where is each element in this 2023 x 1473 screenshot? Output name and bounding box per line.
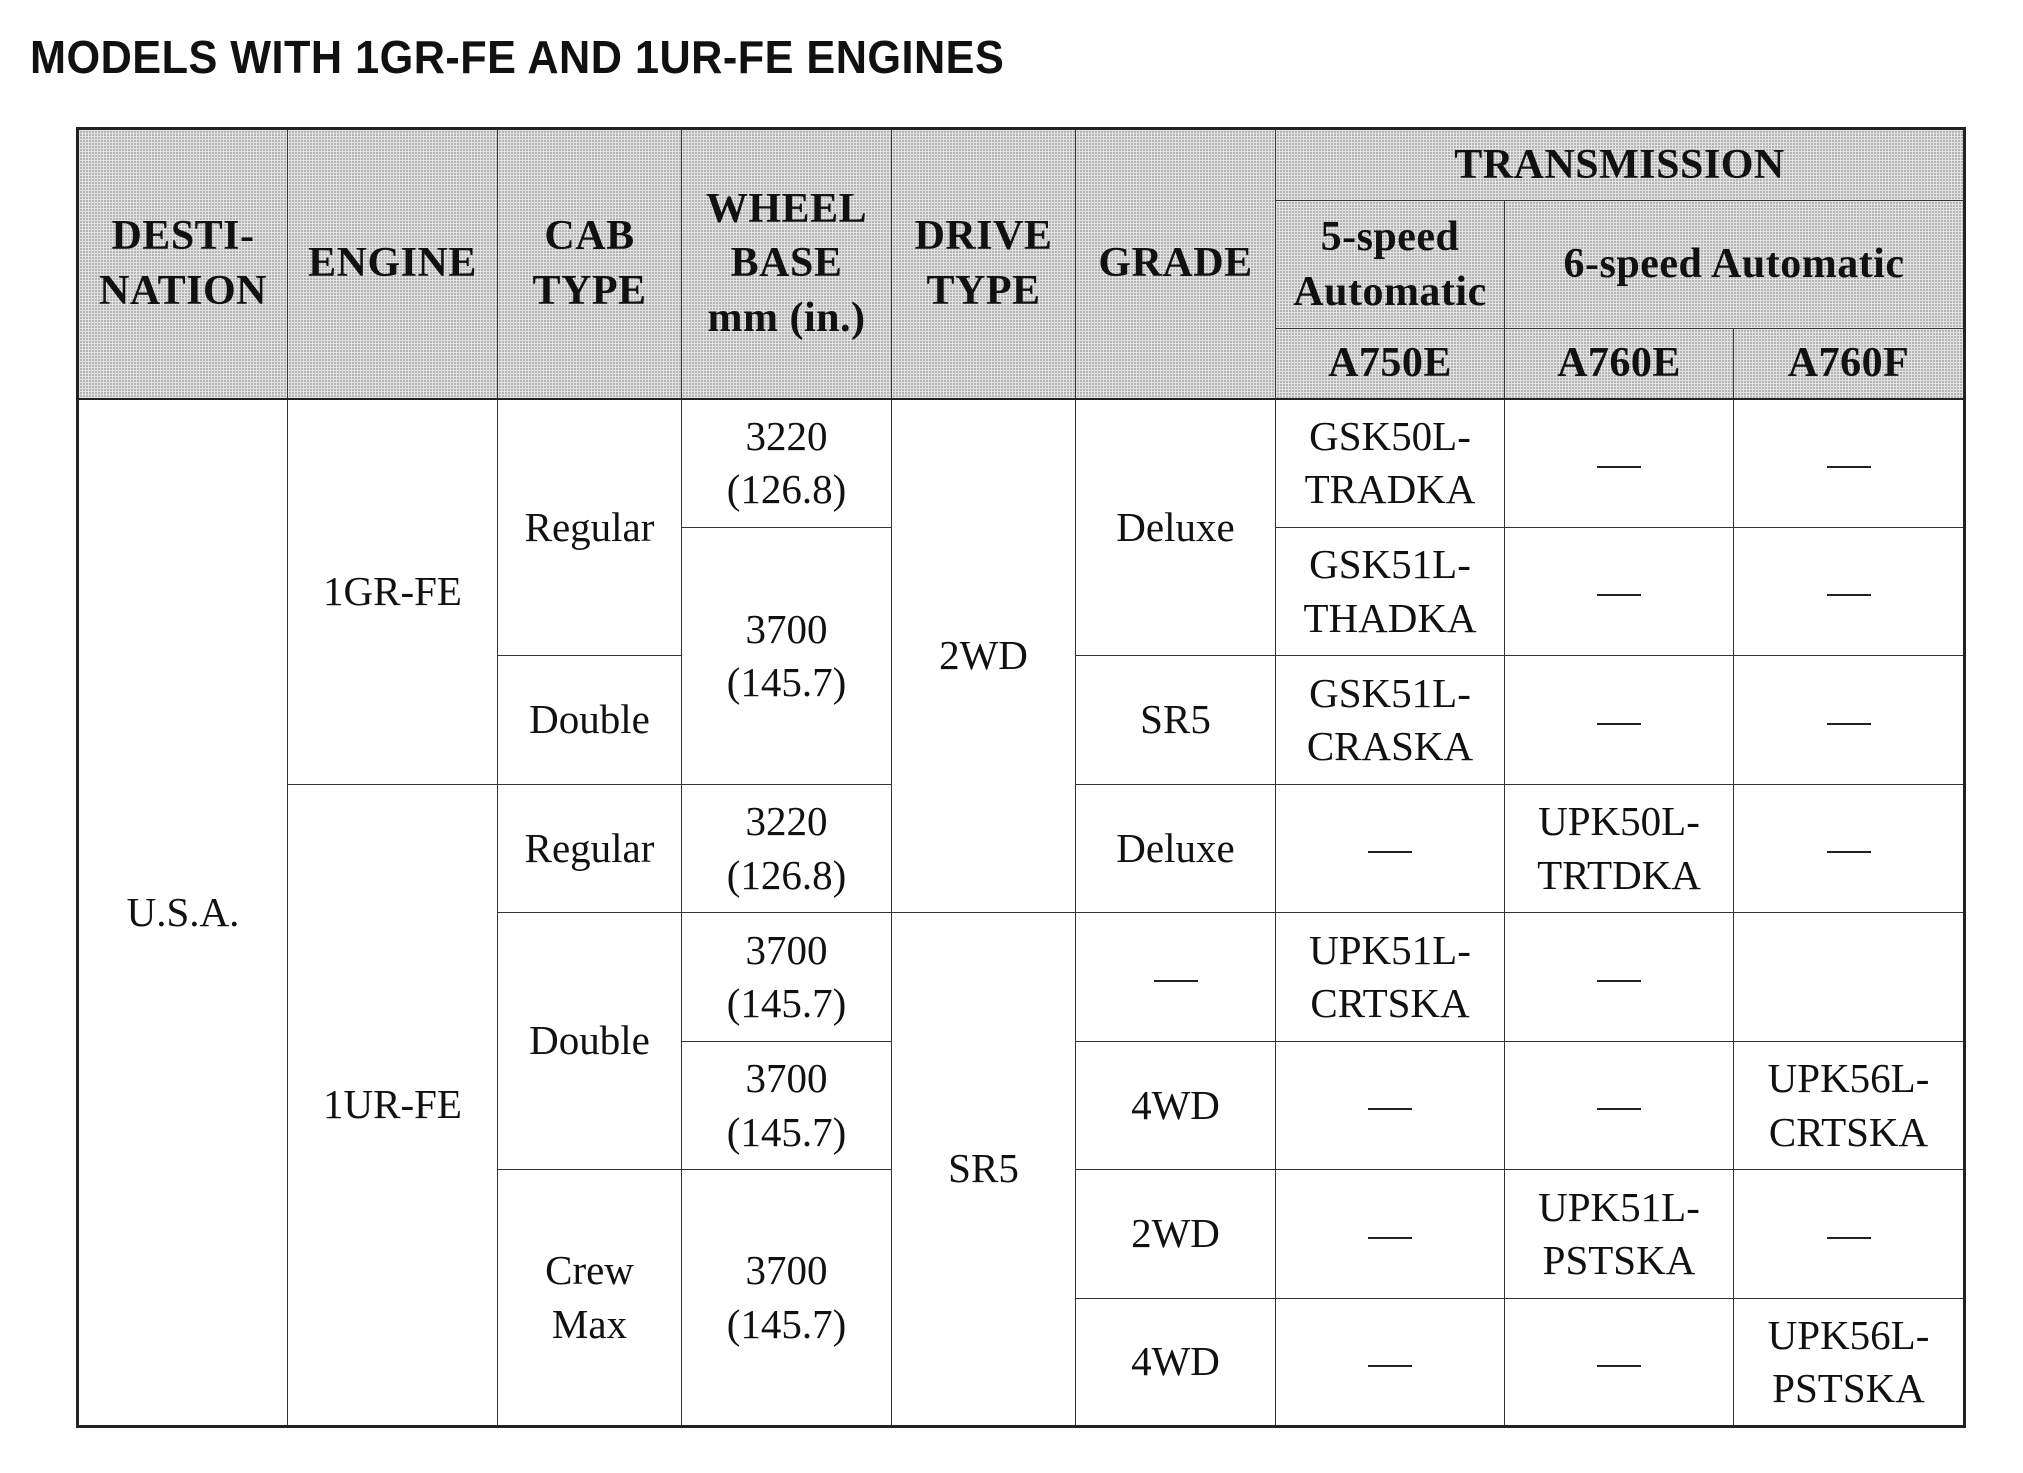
dash-mark [1368,1365,1412,1367]
cell-dash [1505,528,1734,656]
dash-mark [1597,594,1641,596]
cell-wheel-base: 3700 (145.7) [682,528,892,785]
header-a760e: A760E [1505,329,1734,399]
cell-dash [1505,1299,1734,1427]
cell-dash [1276,1042,1505,1170]
dash-mark [1827,851,1871,853]
cell-dash [1276,1170,1505,1299]
header-6-speed: 6-speed Automatic [1505,201,1965,329]
cell-dash [1276,785,1505,913]
cell-cab-double: Double [498,913,682,1170]
dash-mark [1368,1108,1412,1110]
cell-cab-crewmax: Crew Max [498,1170,682,1427]
cell-destination: U.S.A. [78,399,288,1427]
cell-wheel-base: 3700 (145.7) [682,1042,892,1170]
cell-drive-2wd: 2WD [892,399,1076,913]
cell-dash [1734,528,1965,656]
header-a760f: A760F [1734,329,1965,399]
models-table [76,127,1966,1428]
cell-dash [1505,399,1734,528]
cell-model-a750e: GSK51L- THADKA [1276,528,1505,656]
dash-mark [1827,466,1871,468]
cell-grade-deluxe: Deluxe [1076,399,1276,656]
cell-cab-double: Double [498,656,682,785]
cell-dash [1276,1299,1505,1427]
header-5-speed: 5-speed Automatic [1276,201,1505,329]
cell-drive-4wd: 4WD [1076,1299,1276,1427]
cell-dash [1505,913,1734,1042]
dash-mark [1597,466,1641,468]
cell-wheel-base: 3220 (126.8) [682,785,892,913]
header-wheel-base: WHEEL BASE mm (in.) [682,129,892,399]
cell-grade-sr5: SR5 [1076,656,1276,785]
cell-dash [1734,656,1965,785]
cell-model-a750e: GSK50L- TRADKA [1276,399,1505,528]
cell-dash [1076,913,1276,1042]
dash-mark [1827,723,1871,725]
cell-drive-4wd: 4WD [1076,1042,1276,1170]
header-a750e: A750E [1276,329,1505,399]
header-engine: ENGINE [288,129,498,399]
cell-engine-1ur: 1UR-FE [288,785,498,1427]
header-transmission: TRANSMISSION [1276,129,1965,201]
header-drive-type: DRIVE TYPE [892,129,1076,399]
cell-model-a760f: UPK56L- PSTSKA [1734,1299,1965,1427]
header-destination: DESTI- NATION [78,129,288,399]
dash-mark [1597,1365,1641,1367]
dash-mark [1597,980,1641,982]
cell-wheel-base: 3700 (145.7) [682,1170,892,1427]
cell-wheel-base: 3700 (145.7) [682,913,892,1042]
dash-mark [1597,1108,1641,1110]
header-grade: GRADE [1076,129,1276,399]
cell-grade-sr5: SR5 [892,913,1076,1427]
cell-model-a760f: UPK56L- CRTSKA [1734,1042,1965,1170]
cell-dash [1734,399,1965,528]
cell-dash [1505,656,1734,785]
dash-mark [1597,723,1641,725]
dash-mark [1154,980,1198,982]
header-cab-type: CAB TYPE [498,129,682,399]
dash-mark [1827,594,1871,596]
cell-grade-deluxe: Deluxe [1076,785,1276,913]
cell-model-a750e: GSK51L- CRASKA [1276,656,1505,785]
dash-mark [1827,1237,1871,1239]
cell-model-a760e: UPK51L- PSTSKA [1505,1170,1734,1299]
cell-engine-1gr: 1GR-FE [288,399,498,785]
cell-drive-2wd: 2WD [1076,1170,1276,1299]
cell-dash [1734,785,1965,913]
cell-dash [1505,1042,1734,1170]
dash-mark [1368,851,1412,853]
cell-cab-regular: Regular [498,785,682,913]
page-title: MODELS WITH 1GR-FE AND 1UR-FE ENGINES [30,31,1005,83]
cell-dash [1734,1170,1965,1299]
cell-cab-regular: Regular [498,399,682,656]
dash-mark [1368,1237,1412,1239]
cell-model-a760e: UPK51L- CRTSKA [1276,913,1505,1042]
cell-wheel-base: 3220 (126.8) [682,399,892,528]
cell-model-a760e: UPK50L- TRTDKA [1505,785,1734,913]
